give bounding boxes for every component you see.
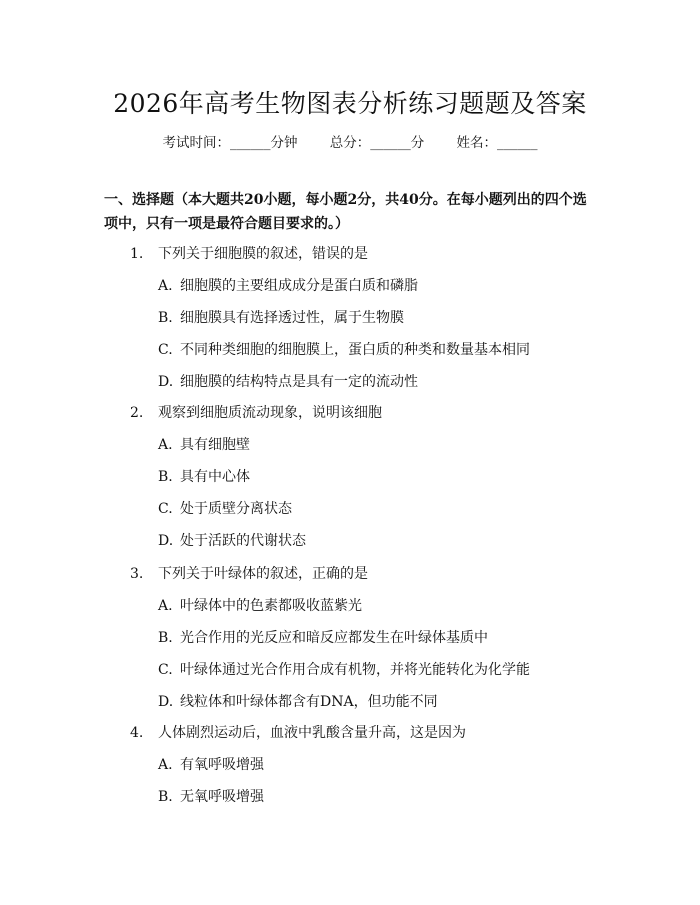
- option-letter: A.: [158, 598, 173, 614]
- option-text: 细胞膜的主要组成成分是蛋白质和磷脂: [180, 278, 418, 294]
- option-text: 叶绿体中的色素都吸收蓝紫光: [180, 598, 362, 614]
- answer-option: [158, 595, 362, 615]
- option-letter: B.: [158, 789, 173, 805]
- question-number: 4.: [130, 725, 144, 741]
- option-letter: A.: [158, 437, 173, 453]
- option-text: 具有中心体: [180, 469, 250, 485]
- option-letter: D.: [158, 374, 174, 390]
- document-title: 2026年高考生物图表分析练习题题及答案: [113, 89, 587, 118]
- exam-time-blank: ______: [229, 135, 271, 151]
- option-text: 细胞膜的结构特点是具有一定的流动性: [180, 374, 418, 390]
- question-stem: [130, 563, 368, 583]
- option-letter: A.: [158, 278, 173, 294]
- question-text: 下列关于细胞膜的叙述，错误的是: [158, 246, 368, 262]
- total-score-label: 总分：: [329, 135, 371, 151]
- option-text: 线粒体和叶绿体都含有DNA，但功能不同: [180, 694, 438, 710]
- answer-option: [158, 466, 250, 486]
- answer-option: [158, 627, 488, 647]
- option-letter: C.: [158, 501, 173, 517]
- answer-option: [158, 498, 292, 518]
- question-number: 1.: [130, 246, 144, 262]
- option-text: 有氧呼吸增强: [180, 757, 264, 773]
- student-name-blank: ______: [497, 135, 538, 151]
- option-text: 细胞膜具有选择透过性，属于生物膜: [180, 310, 404, 326]
- answer-option: [158, 434, 250, 454]
- answer-option: [158, 530, 306, 550]
- option-text: 无氧呼吸增强: [180, 789, 264, 805]
- question-text: 下列关于叶绿体的叙述，正确的是: [158, 566, 368, 582]
- option-text: 不同种类细胞的细胞膜上，蛋白质的种类和数量基本相同: [180, 342, 530, 358]
- option-letter: D.: [158, 694, 174, 710]
- question-text: 观察到细胞质流动现象，说明该细胞: [158, 405, 382, 421]
- option-text: 处于活跃的代谢状态: [180, 533, 306, 549]
- total-score-unit: 分: [410, 135, 425, 151]
- option-text: 光合作用的光反应和暗反应都发生在叶绿体基质中: [180, 630, 488, 646]
- answer-option: [158, 275, 418, 295]
- question-number: 2.: [130, 405, 144, 421]
- question-stem: [130, 402, 382, 422]
- option-letter: A.: [158, 757, 173, 773]
- exam-time-unit: 分钟: [270, 135, 298, 151]
- exam-info-line: [0, 131, 700, 151]
- student-name-field: [457, 131, 538, 151]
- option-text: 具有细胞壁: [180, 437, 250, 453]
- exam-time-field: [162, 131, 297, 151]
- option-letter: B.: [158, 310, 173, 326]
- option-letter: D.: [158, 533, 174, 549]
- option-text: 叶绿体通过光合作用合成有机物，并将光能转化为化学能: [180, 662, 530, 678]
- answer-option: [158, 339, 530, 359]
- answer-option: [158, 659, 530, 679]
- option-letter: C.: [158, 662, 173, 678]
- total-score-field: [330, 131, 425, 151]
- question-number: 3.: [130, 566, 144, 582]
- answer-option: [158, 307, 404, 327]
- answer-option: [158, 786, 264, 806]
- section-heading: 一、选择题（本大题共20小题，每小题2分，共40分。在每小题列出的四个选项中，只有一项是最符合题目要求的。）: [104, 192, 587, 232]
- option-letter: C.: [158, 342, 173, 358]
- exam-time-label: 考试时间：: [162, 135, 230, 151]
- answer-option: [158, 371, 418, 391]
- option-text: 处于质壁分离状态: [180, 501, 292, 517]
- question-stem: [130, 243, 368, 263]
- question-stem: [130, 722, 466, 742]
- answer-option: [158, 754, 264, 774]
- total-score-blank: ______: [370, 135, 411, 151]
- answer-option: [158, 691, 438, 711]
- student-name-label: 姓名：: [456, 135, 498, 151]
- option-letter: B.: [158, 469, 173, 485]
- option-letter: B.: [158, 630, 173, 646]
- question-text: 人体剧烈运动后，血液中乳酸含量升高，这是因为: [158, 725, 466, 741]
